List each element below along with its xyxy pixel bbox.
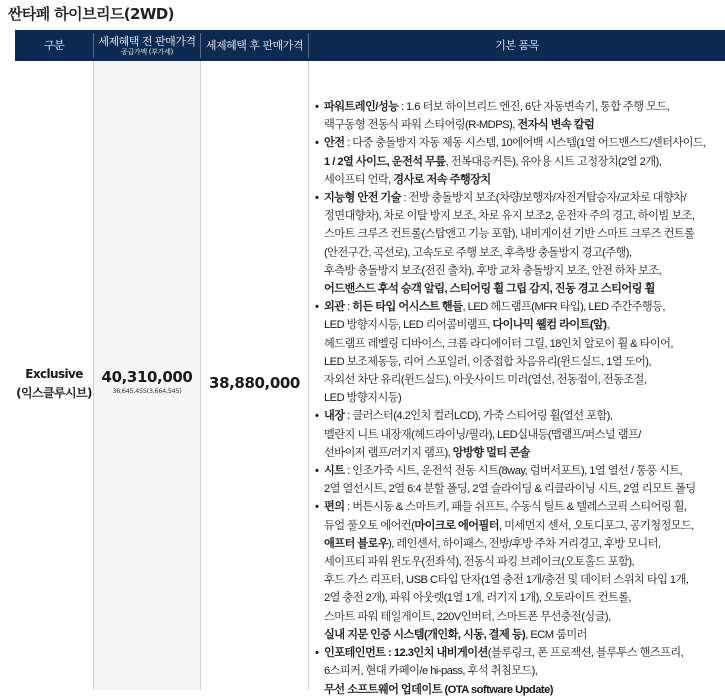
feature-line [324,589,722,607]
feature-text: , 전복대응커튼), 유아용 시트 고정장치(2열 2개), [445,155,662,168]
header-category-label: 구분 [43,39,65,52]
feature-line [324,498,722,516]
header-features [309,30,725,61]
feature-text-bold: 시트 [324,465,345,478]
bullet-icon: • [315,192,319,205]
feature-line [324,335,722,353]
feature-text: : 전방 충돌방지 보조(차량/보행자/자전거탑승자/교차로 대향차/ [400,192,687,205]
feature-text: ), 레인센서, 하이패스, 전방/후방 주차 거리경고, 후방 모니터, [388,537,661,550]
bullet-icon: • [315,301,319,314]
feature-text: : 클러스터(4.2인치 컬러LCD), 가죽 스티어링 휠(열선 포함), [344,410,613,423]
bullet-icon: • [315,137,319,150]
feature-line [324,116,722,134]
price-before-cell [94,61,201,690]
feature-text: 2열 열선시트, 2열 6:4 분할 폴딩, 2열 슬라이딩 & 리클라이닝 시트, 2열 리모트 폴딩 [324,483,696,496]
feature-item [304,189,722,298]
feature-text: , LED 헤드램프(MFR 타입), LED 주간주행등, [462,301,665,314]
feature-text-bold: 경사로 저속 주행장치 [393,173,491,186]
feature-line [324,571,722,589]
price-before-detail: 36,645,455(3,664,545) [112,387,182,395]
feature-line [324,225,722,243]
feature-text: 멜란지 니트 내장재(헤드라이닝/필라), LED실내등(맵램프/퍼스널 램프/ [324,428,641,441]
feature-line [324,553,722,571]
feature-text: 2열 충전 2개), 파워 아웃렛(1열 1개, 러기지 1개), 오토라이트 컨트롤, [324,592,632,605]
feature-text-bold: 마이크로 에어필터 [414,519,499,532]
feature-text: 6스피커, 현대 카페이/e hi-pass, 후석 취침모드), [324,665,538,678]
feature-line [324,189,722,207]
feature-text-bold: 지능형 안전 기술 [324,192,401,205]
feature-text: , 미세먼지 센서, 오토디포그, 공기청정모드, [498,519,694,532]
feature-line [324,280,722,298]
price-after-value: 38,880,000 [209,374,300,392]
feature-text: , ECM 룸미러 [525,628,587,641]
header-price-before-sublabel: 공급가액 (부가세) [120,48,174,56]
trim-name-cell [15,61,94,690]
feature-line [324,535,722,553]
feature-item [304,498,722,644]
header-price-after [201,30,308,61]
feature-line [324,371,722,389]
feature-line [324,298,722,316]
feature-text: 세이프티 파워 윈도우(전좌석), 전동식 파킹 브레이크(오토홀드 포함), [324,556,635,569]
bullet-icon: • [315,465,319,478]
feature-text: : 인조가죽 시트, 운전석 전동 시트(8way, 럼버서포트), 1열 열선 / 통풍 시트, [344,465,683,478]
feature-item [304,462,722,498]
feature-text: 후드 가스 리프터, USB C타입 단자(1열 충전 1개/충전 및 데이터 스위치 타입 1개, [324,574,689,587]
feature-list [304,98,722,699]
bullet-icon: • [315,501,319,514]
feature-line [324,244,722,262]
feature-line [324,171,722,189]
header-price-before [94,30,200,61]
feature-line [324,153,722,171]
feature-text: : 1.6 터보 하이브리드 엔진, 6단 자동변속기, 통합 주행 모드, [398,101,670,113]
price-before-value: 40,310,000 [101,368,193,386]
feature-text: , [606,319,610,332]
feature-item [304,644,722,699]
feature-line [324,517,722,535]
feature-line [324,134,722,152]
feature-line [324,353,722,371]
feature-line [324,608,722,626]
feature-line [324,644,722,662]
feature-text-bold: 편의 [324,501,345,514]
feature-text: 랙구동형 전동식 파워 스티어링(R-MDPS), [324,119,518,132]
feature-text-bold: 안전 [324,137,345,150]
feature-line [324,98,722,116]
feature-text: : 버튼시동 & 스마트키, 패들 쉬프트, 수동식 틸트 & 텔레스코픽 스티어링 휠, [344,501,687,514]
feature-text: 스마트 파워 테일게이트, 220V인버터, 스마트폰 무선충전(싱글), [324,610,611,623]
trim-name [15,365,93,403]
feature-line [324,207,722,225]
feature-line [324,626,722,644]
feature-text-bold: 어드밴스드 후석 승객 알림, 스티어링 휠 그립 감지, 진동 경고 스티어링 휠 [324,283,655,296]
feature-text: 세이프티 언락, [324,173,394,186]
feature-line [324,462,722,480]
feature-item [304,407,722,462]
feature-text: 스마트 크루즈 컨트롤(스탑앤고 기능 포함), 내비게이션 기반 스마트 크루즈 컨트롤 [324,228,695,241]
feature-text: 정면대향차), 차로 이탈 방지 보조, 차로 유지 보조2, 운전자 주의 경고, 하이빔 보조, [324,210,695,223]
page-title: 싼타페 하이브리드(2WD) [8,5,174,23]
feature-item [304,134,722,189]
feature-text-bold: 1 / 2열 사이드, 운전석 무릎 [324,155,446,168]
feature-line [324,389,722,407]
feature-text-bold: 앙방향 멀티 콘솔 [452,446,530,459]
bullet-icon: • [315,101,319,113]
feature-line [324,262,722,280]
feature-text-bold: 무선 소프트웨어 업데이트 (OTA software Update) [324,683,553,696]
feature-line [324,426,722,444]
feature-line [324,662,722,680]
price-after-cell [201,61,309,690]
feature-line [324,480,722,498]
bullet-icon: • [315,647,319,660]
feature-text: LED 방향지시등) [324,392,402,405]
trim-name-en: Exclusive [25,367,83,381]
feature-text-bold: 파워트레인/성능 [324,101,399,113]
bullet-icon: • [315,410,319,423]
feature-text-bold: 전자식 변속 칼럼 [517,119,595,132]
feature-text-bold: 애프터 블로우 [324,537,389,550]
feature-line [324,444,722,462]
feature-text: (블루링크, 폰 프로젝션, 블루투스 핸즈프리, [487,647,684,660]
feature-text-bold: 실내 지문 인증 시스템(개인화, 시동, 결제 등) [324,628,526,641]
feature-text: 후측방 충돌방지 보조(전진 출차), 후방 교차 충돌방지 보조, 안전 하차 보조, [324,264,662,277]
feature-text: : 다중 충돌방지 자동 제동 시스템, 10에어백 시스템(1열 어드밴스드/센터사이드, [344,137,706,150]
feature-item [304,98,722,134]
feature-text: 헤드램프 레벨링 디바이스, 크롬 라디에이터 그릴, 18인치 알로이 휠 & 타이어, [324,337,673,350]
feature-text-bold: 외관 [324,301,345,314]
header-price-after-label: 세제혜택 후 판매가격 [205,39,304,52]
feature-text: LED 보조제동등, 리어 스포일러, 이중접합 차음유리(윈드실드, 1열 도어), [324,355,651,368]
feature-text-bold: 다이나믹 웰컴 라이트(앞) [492,319,607,332]
feature-text: 자외선 차단 유리(윈드실드), 아웃사이드 미러(열선, 전동접이, 전동조절, [324,374,647,387]
feature-text-bold: 히든 타입 어시스트 핸들 [352,301,463,314]
feature-text: : [344,301,353,314]
feature-text: (안전구간, 곡선로), 고속도로 주행 보조, 후측방 충돌방지 경고(주행), [324,246,632,259]
feature-text-bold: 내장 [324,410,345,423]
feature-line [324,316,722,334]
feature-text: 듀얼 풀오토 에어컨( [324,519,415,532]
header-price-before-label: 세제혜택 전 판매가격 [98,35,196,48]
trim-name-kr: (익스클루시브) [16,386,92,400]
price-before [94,369,200,396]
header-features-label: 기본 품목 [495,39,539,52]
feature-text: LED 방향지시등, LED 리어콤비램프, [324,319,493,332]
feature-item [304,298,722,407]
feature-text: 선바이저 램프/러기지 램프), [324,446,453,459]
header-category [15,30,93,61]
table-header [15,30,725,61]
feature-line [324,407,722,425]
feature-text-bold: 인포테인먼트 : 12.3인치 내비게이션 [324,647,488,660]
